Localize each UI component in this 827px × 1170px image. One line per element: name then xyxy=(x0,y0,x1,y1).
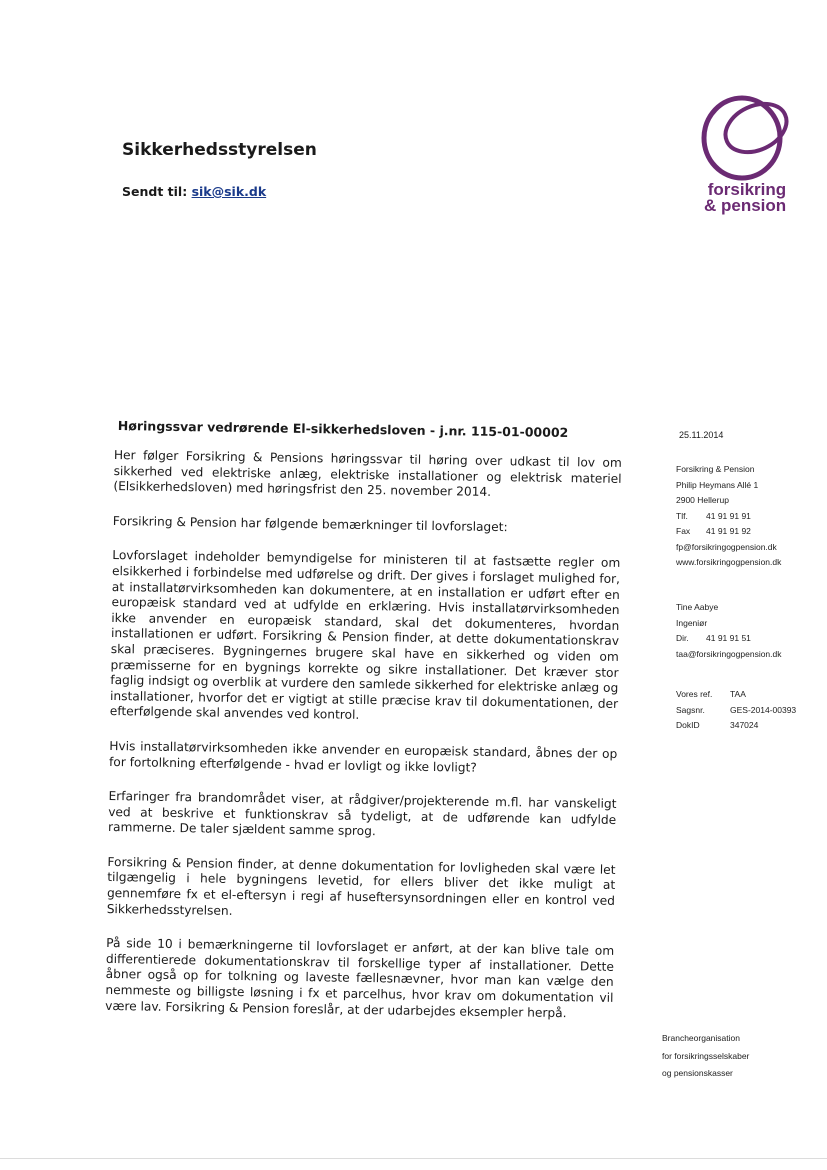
body-paragraph: Hvis installatørvirksomheden ikke anvender en europæisk standard, åbnes der op for fortolkning efterfølgende - hvad er lovligt og ikke lovligt? xyxy=(108,738,618,775)
phone-row xyxy=(676,509,781,525)
case-number-value: GES-2014-00393 xyxy=(730,704,797,715)
body-paragraph: Forsikring & Pension har følgende bemærkninger til lovforslaget: xyxy=(112,513,508,534)
phone-label: Tlf. xyxy=(676,510,688,521)
direct-phone-label: Dir. xyxy=(676,633,689,643)
footer-line: og pensionskasser xyxy=(662,1068,733,1078)
case-number-label: Sagsnr. xyxy=(676,704,705,715)
fax-label: Fax xyxy=(676,526,691,536)
sender-address xyxy=(676,462,781,571)
logo-line-2: & pension xyxy=(704,196,787,215)
recipient-email-link[interactable]: sik@sik.dk xyxy=(191,184,267,199)
contact-email[interactable]: taa@forsikringogpension.dk xyxy=(676,648,782,659)
phone-value: 41 91 91 91 xyxy=(706,510,751,521)
reference-row xyxy=(676,687,796,703)
reference-label: Vores ref. xyxy=(676,689,713,699)
street-address: Philip Heymans Allé 1 xyxy=(676,479,759,490)
case-number-row xyxy=(676,703,796,719)
sent-to-label: Sendt til: xyxy=(122,184,188,199)
forsikring-pension-logo xyxy=(692,92,802,222)
logo-line-1: forsikring xyxy=(707,180,787,199)
org-name: Forsikring & Pension xyxy=(676,464,755,474)
org-email[interactable]: fp@forsikringogpension.dk xyxy=(676,541,777,552)
fax-value: 41 91 91 92 xyxy=(706,526,751,536)
logo-ring-icon xyxy=(698,92,798,184)
footer-line: Brancheorganisation xyxy=(662,1033,740,1043)
body-paragraph: Lovforslaget indeholder bemyndigelse for ministeren til at fastsætte regler om elsikkerhed i forbindelse med udførelse og drift. Der gives i forslaget mulighed for, at installatørvirksomheden kan dokumentere, at en installation er udført efter en europæisk standard ved at udfylde en erklæring. Hvis installatørvirksomheden ikke anvender en europæisk standard, skal det dokumenteres, hvordan installationen er udført. Forsikring & Pension finder, at dette dokumentationskrav skal præciseres. Bygningernes brugere skal have en sikkerhed og viden om præmisserne for en bygnings korrekte og sikre installationer. Det kræver stor faglig indsigt og overblik at vurdere den samlede sikkerhed for elektriske anlæg og installationer, hvorfor det er vigtigt at stille præcise krav til dokumentationen, der efterfølgende skal anvendes ved kontrol. xyxy=(109,548,621,723)
recipient-name: Sikkerhedsstyrelsen xyxy=(122,140,317,160)
contact-title: Ingeniør xyxy=(676,617,708,628)
reference-value: TAA xyxy=(730,689,746,699)
sent-to-line xyxy=(122,184,266,199)
body-paragraph: Her følger Forsikring & Pensions høringssvar til høring over udkast til lov om sikkerhed ved elektriske anlæg, elektriske installationer og elektrisk materiel (Elsikkerhedsloven) med høringsfrist den 25. november 2014. xyxy=(113,448,622,500)
letter-body xyxy=(105,448,622,1041)
document-id-label: DokID xyxy=(676,720,700,730)
scan-edge-divider xyxy=(0,1158,827,1159)
direct-phone-row xyxy=(676,631,782,647)
footer-line: for forsikringsselskaber xyxy=(662,1050,750,1061)
letter-date: 25.11.2014 xyxy=(679,430,724,440)
body-paragraph: Erfaringer fra brandområdet viser, at rådgiver/projekterende m.fl. har vanskeligt ved at beskrive et funktionskrav så tydeligt, at de udførende kan udfylde rammerne. De taler sjældent samme sprog. xyxy=(107,789,617,839)
body-paragraph: På side 10 i bemærkningerne til lovforslaget er anført, at der kan blive tale om differentierede dokumentationskrav til forskellige typer af installationer. Dette åbner også op for tolkning og laveste fællesnævner, hvor man kan vælge den nemmeste og billigste løsning i fx et parcelhus, hvor krav om dokumentation vil være lav. Forsikring & Pension foreslår, at der udarbejdes eksempler herpå. xyxy=(105,936,615,1020)
document-id-value: 347024 xyxy=(730,720,759,730)
reference-block xyxy=(676,687,796,734)
fax-row xyxy=(676,524,781,540)
organisation-footer xyxy=(662,1030,749,1083)
body-paragraph: Forsikring & Pension finder, at denne dokumentation for lovligheden skal være let tilgængelig i hele bygningens levetid, for ellers bliver det ikke muligt at gennemføre fx et el-eftersyn i regi af huseftersynsordningen eller en kontrol ved Sikkerhedsstyrelsen. xyxy=(106,854,616,918)
contact-name: Tine Aabye xyxy=(676,602,719,612)
letter-subject: Høringssvar vedrørende El-sikkerhedsloven - j.nr. 115-01-00002 xyxy=(117,418,569,441)
contact-person xyxy=(676,600,782,662)
direct-phone-value: 41 91 91 51 xyxy=(706,633,751,643)
logo-wordmark xyxy=(704,182,786,214)
postal-address: 2900 Hellerup xyxy=(676,495,729,505)
org-website[interactable]: www.forsikringogpension.dk xyxy=(676,557,782,567)
document-id-row xyxy=(676,718,796,734)
